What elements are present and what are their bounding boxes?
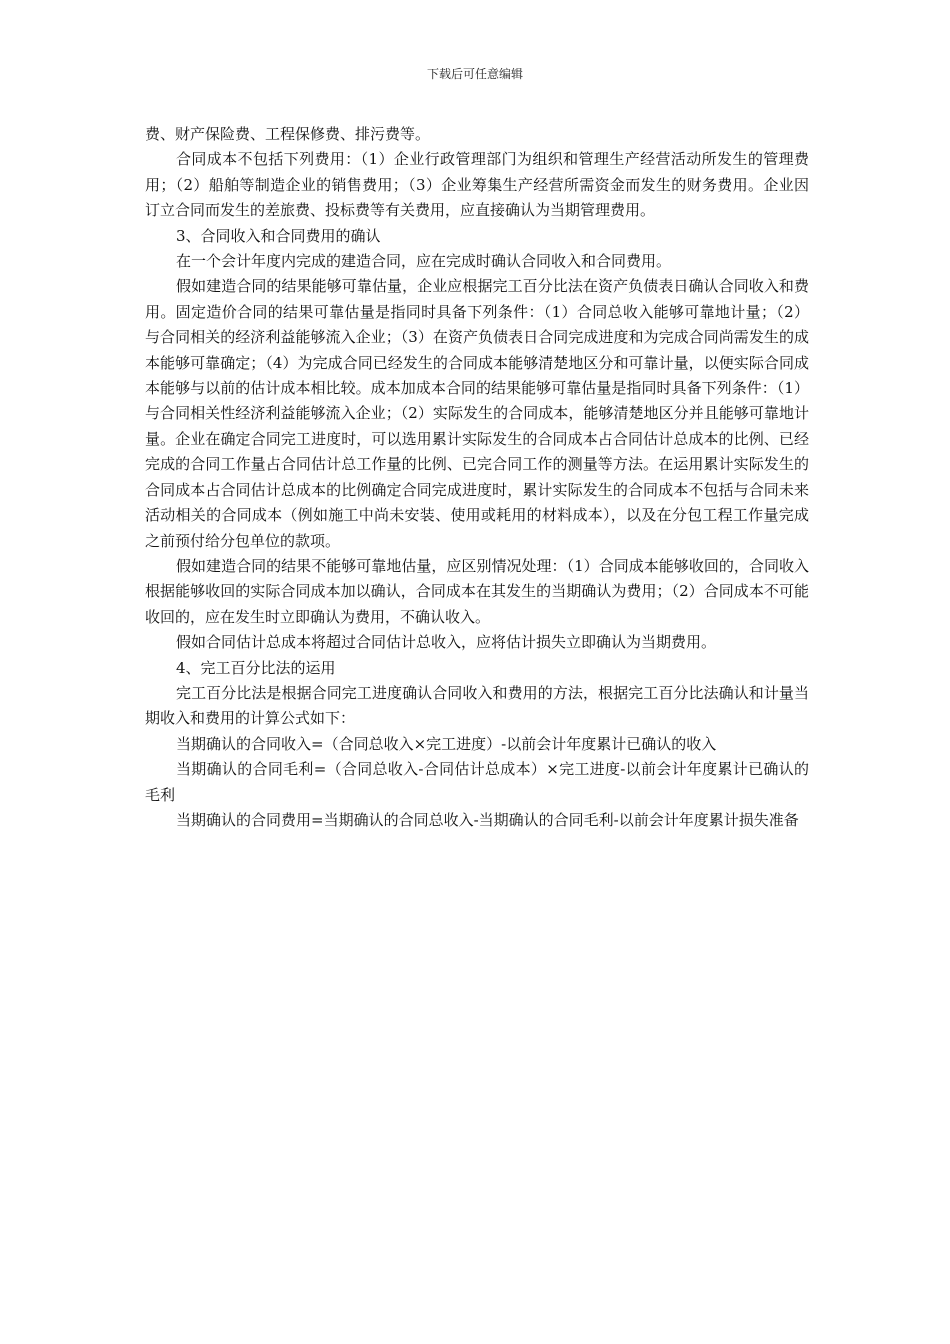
paragraph-2: 合同成本不包括下列费用：（1）企业行政管理部门为组织和管理生产经营活动所发生的管理费用；（2）船舶等制造企业的销售费用；（3）企业筹集生产经营所需资金而发生的财务费用。企业因订立合同而发生的差旅费、投标费等有关费用，应直接确认为当期管理费用。 xyxy=(145,150,809,220)
formula-gross-profit: 当期确认的合同毛利=（合同总收入-合同估计总成本）×完工进度-以前会计年度累计已确认的毛利 xyxy=(145,760,809,804)
page-header: 下载后可任意编辑 xyxy=(426,67,523,81)
paragraph-6: 假如建造合同的结果不能够可靠地估量，应区别情况处理：（1）合同成本能够收回的，合同收入根据能够收回的实际合同成本加以确认，合同成本在其发生的当期确认为费用；（2）合同成本不可能收回的，应在发生时立即确认为费用，不确认收入。 xyxy=(145,556,809,626)
section-heading-3: 3、合同收入和合同费用的确认 xyxy=(176,226,381,245)
formula-revenue: 当期确认的合同收入=（合同总收入×完工进度）-以前会计年度累计已确认的收入 xyxy=(176,734,717,753)
formula-expense: 当期确认的合同费用=当期确认的合同总收入-当期确认的合同毛利-以前会计年度累计损失准备 xyxy=(176,810,799,829)
paragraph-9: 完工百分比法是根据合同完工进度确认合同收入和费用的方法，根据完工百分比法确认和计量当期收入和费用的计算公式如下： xyxy=(145,683,809,728)
paragraph-7: 假如合同估计总成本将超过合同估计总收入，应将估计损失立即确认为当期费用。 xyxy=(176,633,717,652)
paragraph-5: 假如建造合同的结果能够可靠估量，企业应根据完工百分比法在资产负债表日确认合同收入和费用。固定造价合同的结果可靠估量是指同时具备下列条件：（1）合同总收入能够可靠地计量；（2）与合同相关的经济利益能够流入企业；（3）在资产负债表日合同完成进度和为完成合同尚需发生的成本能够可靠确定；（4）为完成合同已经发生的合同成本能够清楚地区分和可靠计量，以便实际合同成本能够与以前的估计成本相比较。成本加成本合同的结果能够可靠估量是指同时具备下列条件：（1）与合同相关性经济利益能够流入企业；（2）实际发生的合同成本，能够清楚地区分并且能够可靠地计量。企业在确定合同完工进度时，可以选用累计实际发生的合同成本占合同估计总成本的比例、已经完成的合同工作量占合同估计总工作量的比例、已完合同工作的测量等方法。在运用累计实际发生的合同成本占合同估计总成本的比例确定合同完成进度时，累计实际发生的合同成本不包括与合同未来活动相关的合同成本（例如施工中尚未安装、使用或耗用的材料成本），以及在分包工程工作量完成之前预付给分包单位的款项。 xyxy=(145,277,809,550)
paragraph-4: 在一个会计年度内完成的建造合同，应在完成时确认合同收入和合同费用。 xyxy=(176,252,672,271)
paragraph-1: 费、财产保险费、工程保修费、排污费等。 xyxy=(145,125,431,143)
section-heading-4: 4、完工百分比法的运用 xyxy=(176,658,336,677)
document-body xyxy=(145,122,809,833)
